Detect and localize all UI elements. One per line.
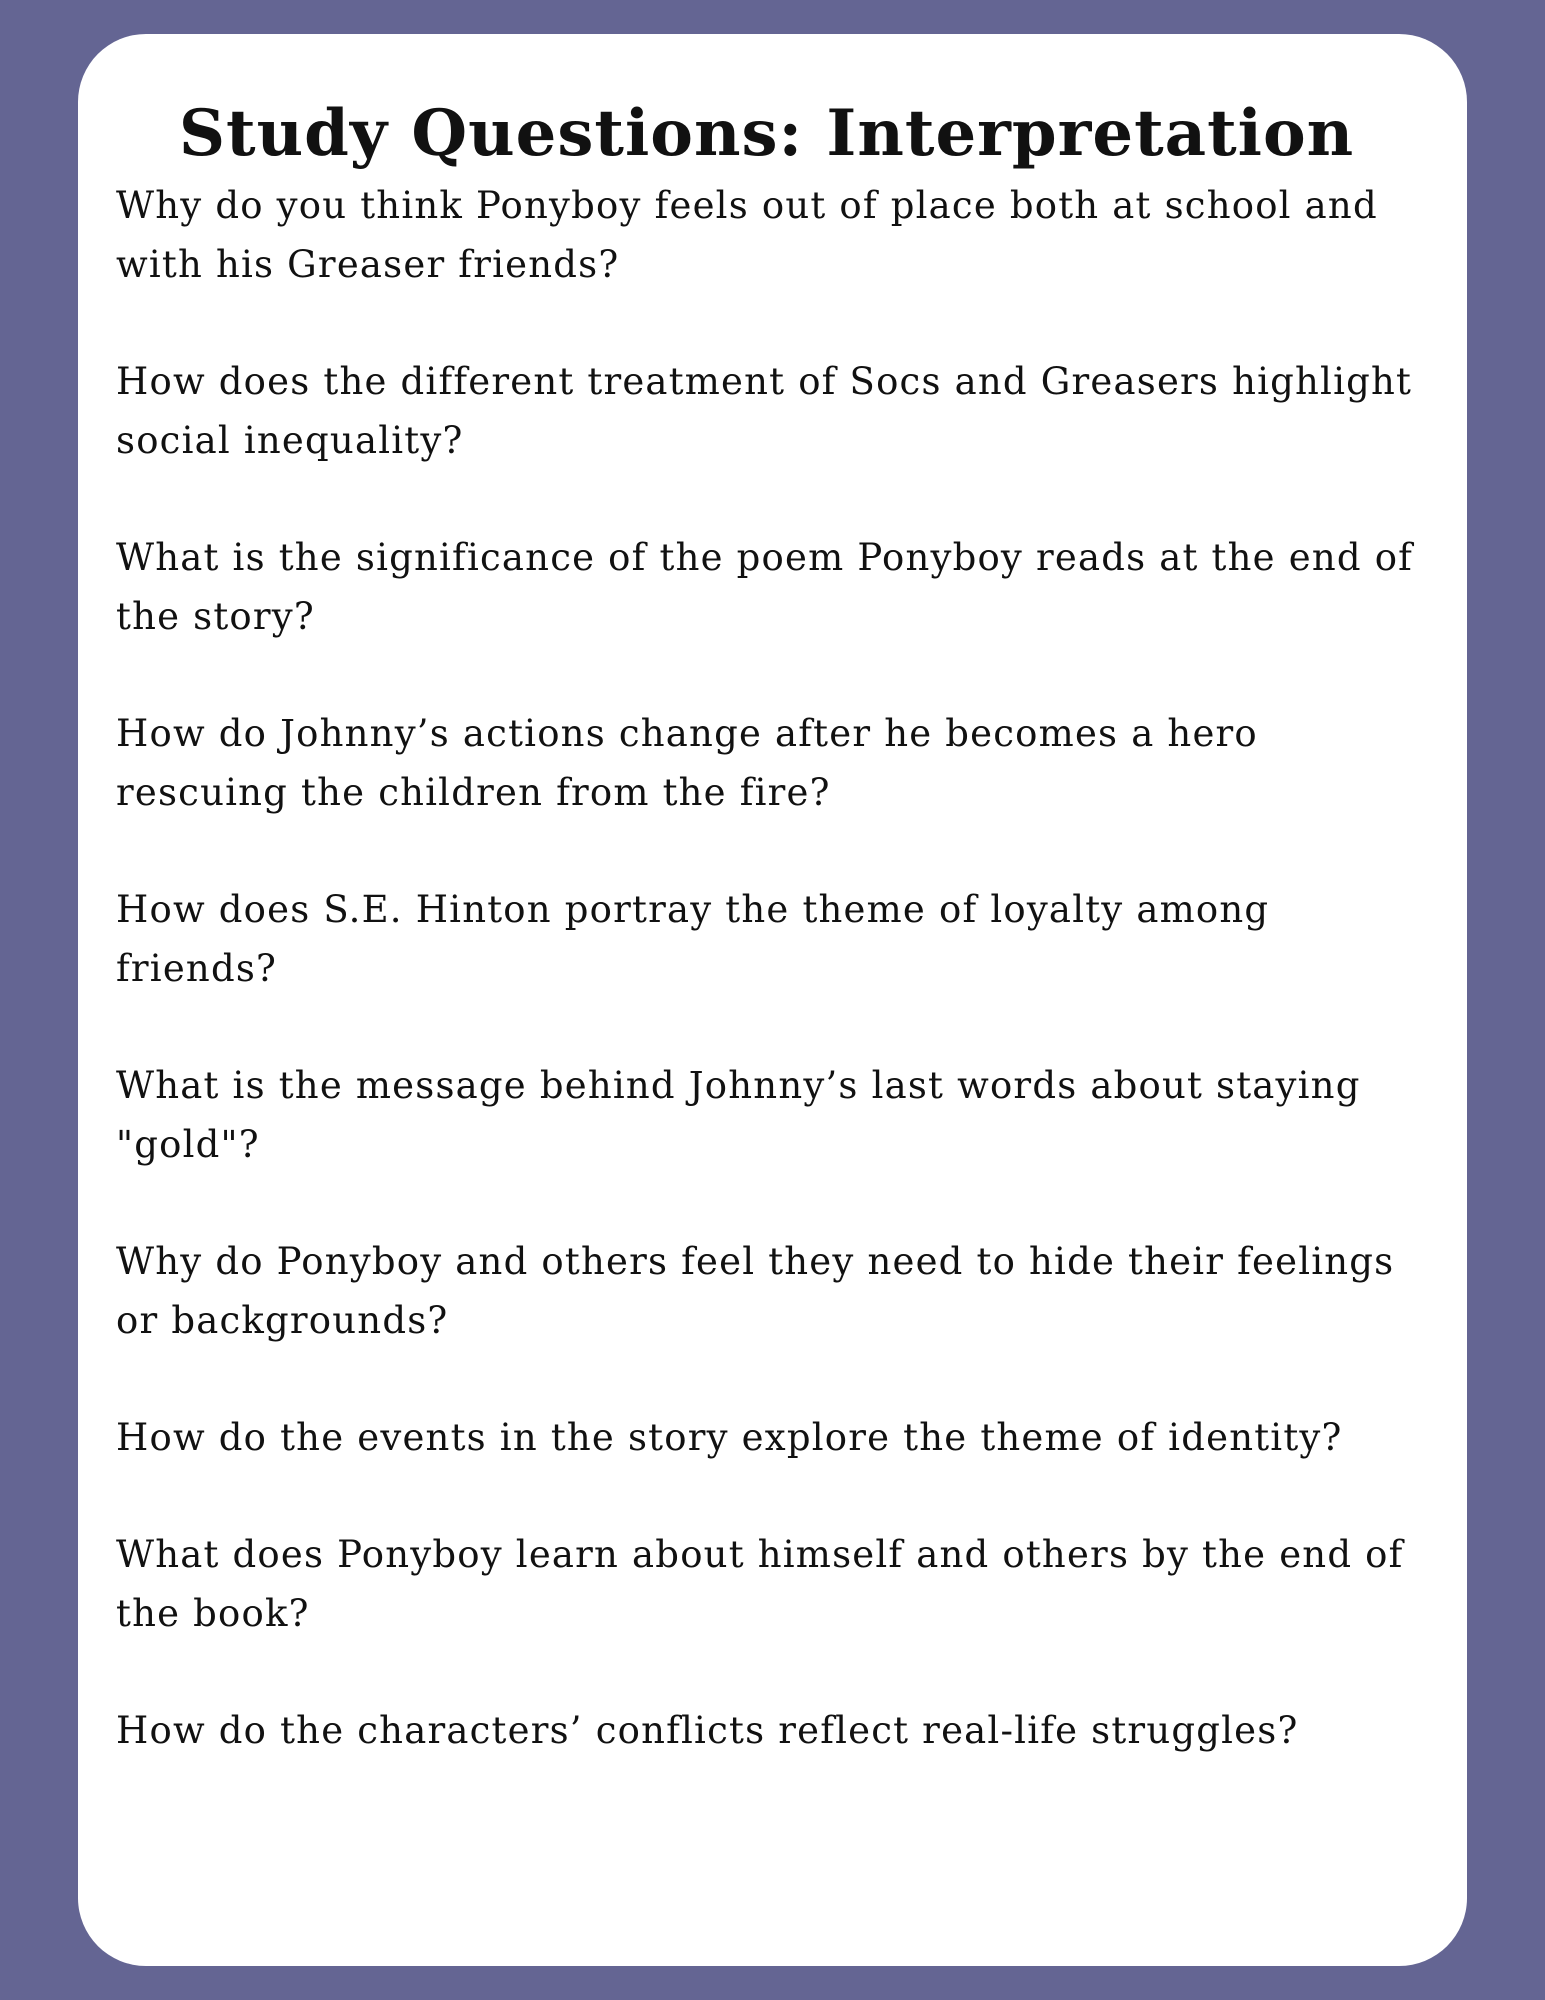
question-item: What is the message behind Johnny’s last words about staying "gold"?	[116, 1064, 1361, 1166]
question-item: How does the different treatment of Socs and Greasers highlight social inequality?	[116, 360, 1413, 462]
page-title: Study Questions: Interpretation	[178, 96, 1355, 171]
question-item: How do the events in the story explore the theme of identity?	[116, 1416, 1343, 1459]
question-item: How does S.E. Hinton portray the theme of loyalty among friends?	[116, 888, 1270, 990]
question-item: How do the characters’ conflicts reflect real-life struggles?	[116, 1709, 1299, 1752]
question-item: Why do Ponyboy and others feel they need to hide their feelings or backgrounds?	[116, 1240, 1395, 1342]
worksheet-card	[78, 34, 1467, 1966]
question-item: What is the significance of the poem Ponyboy reads at the end of the story?	[116, 536, 1414, 638]
question-list	[116, 176, 1417, 1760]
question-item: What does Ponyboy learn about himself and others by the end of the book?	[116, 1533, 1404, 1635]
question-item: Why do you think Ponyboy feels out of place both at school and with his Greaser friends?	[116, 184, 1378, 286]
question-item: How do Johnny’s actions change after he becomes a hero rescuing the children from the fire?	[116, 712, 1258, 814]
